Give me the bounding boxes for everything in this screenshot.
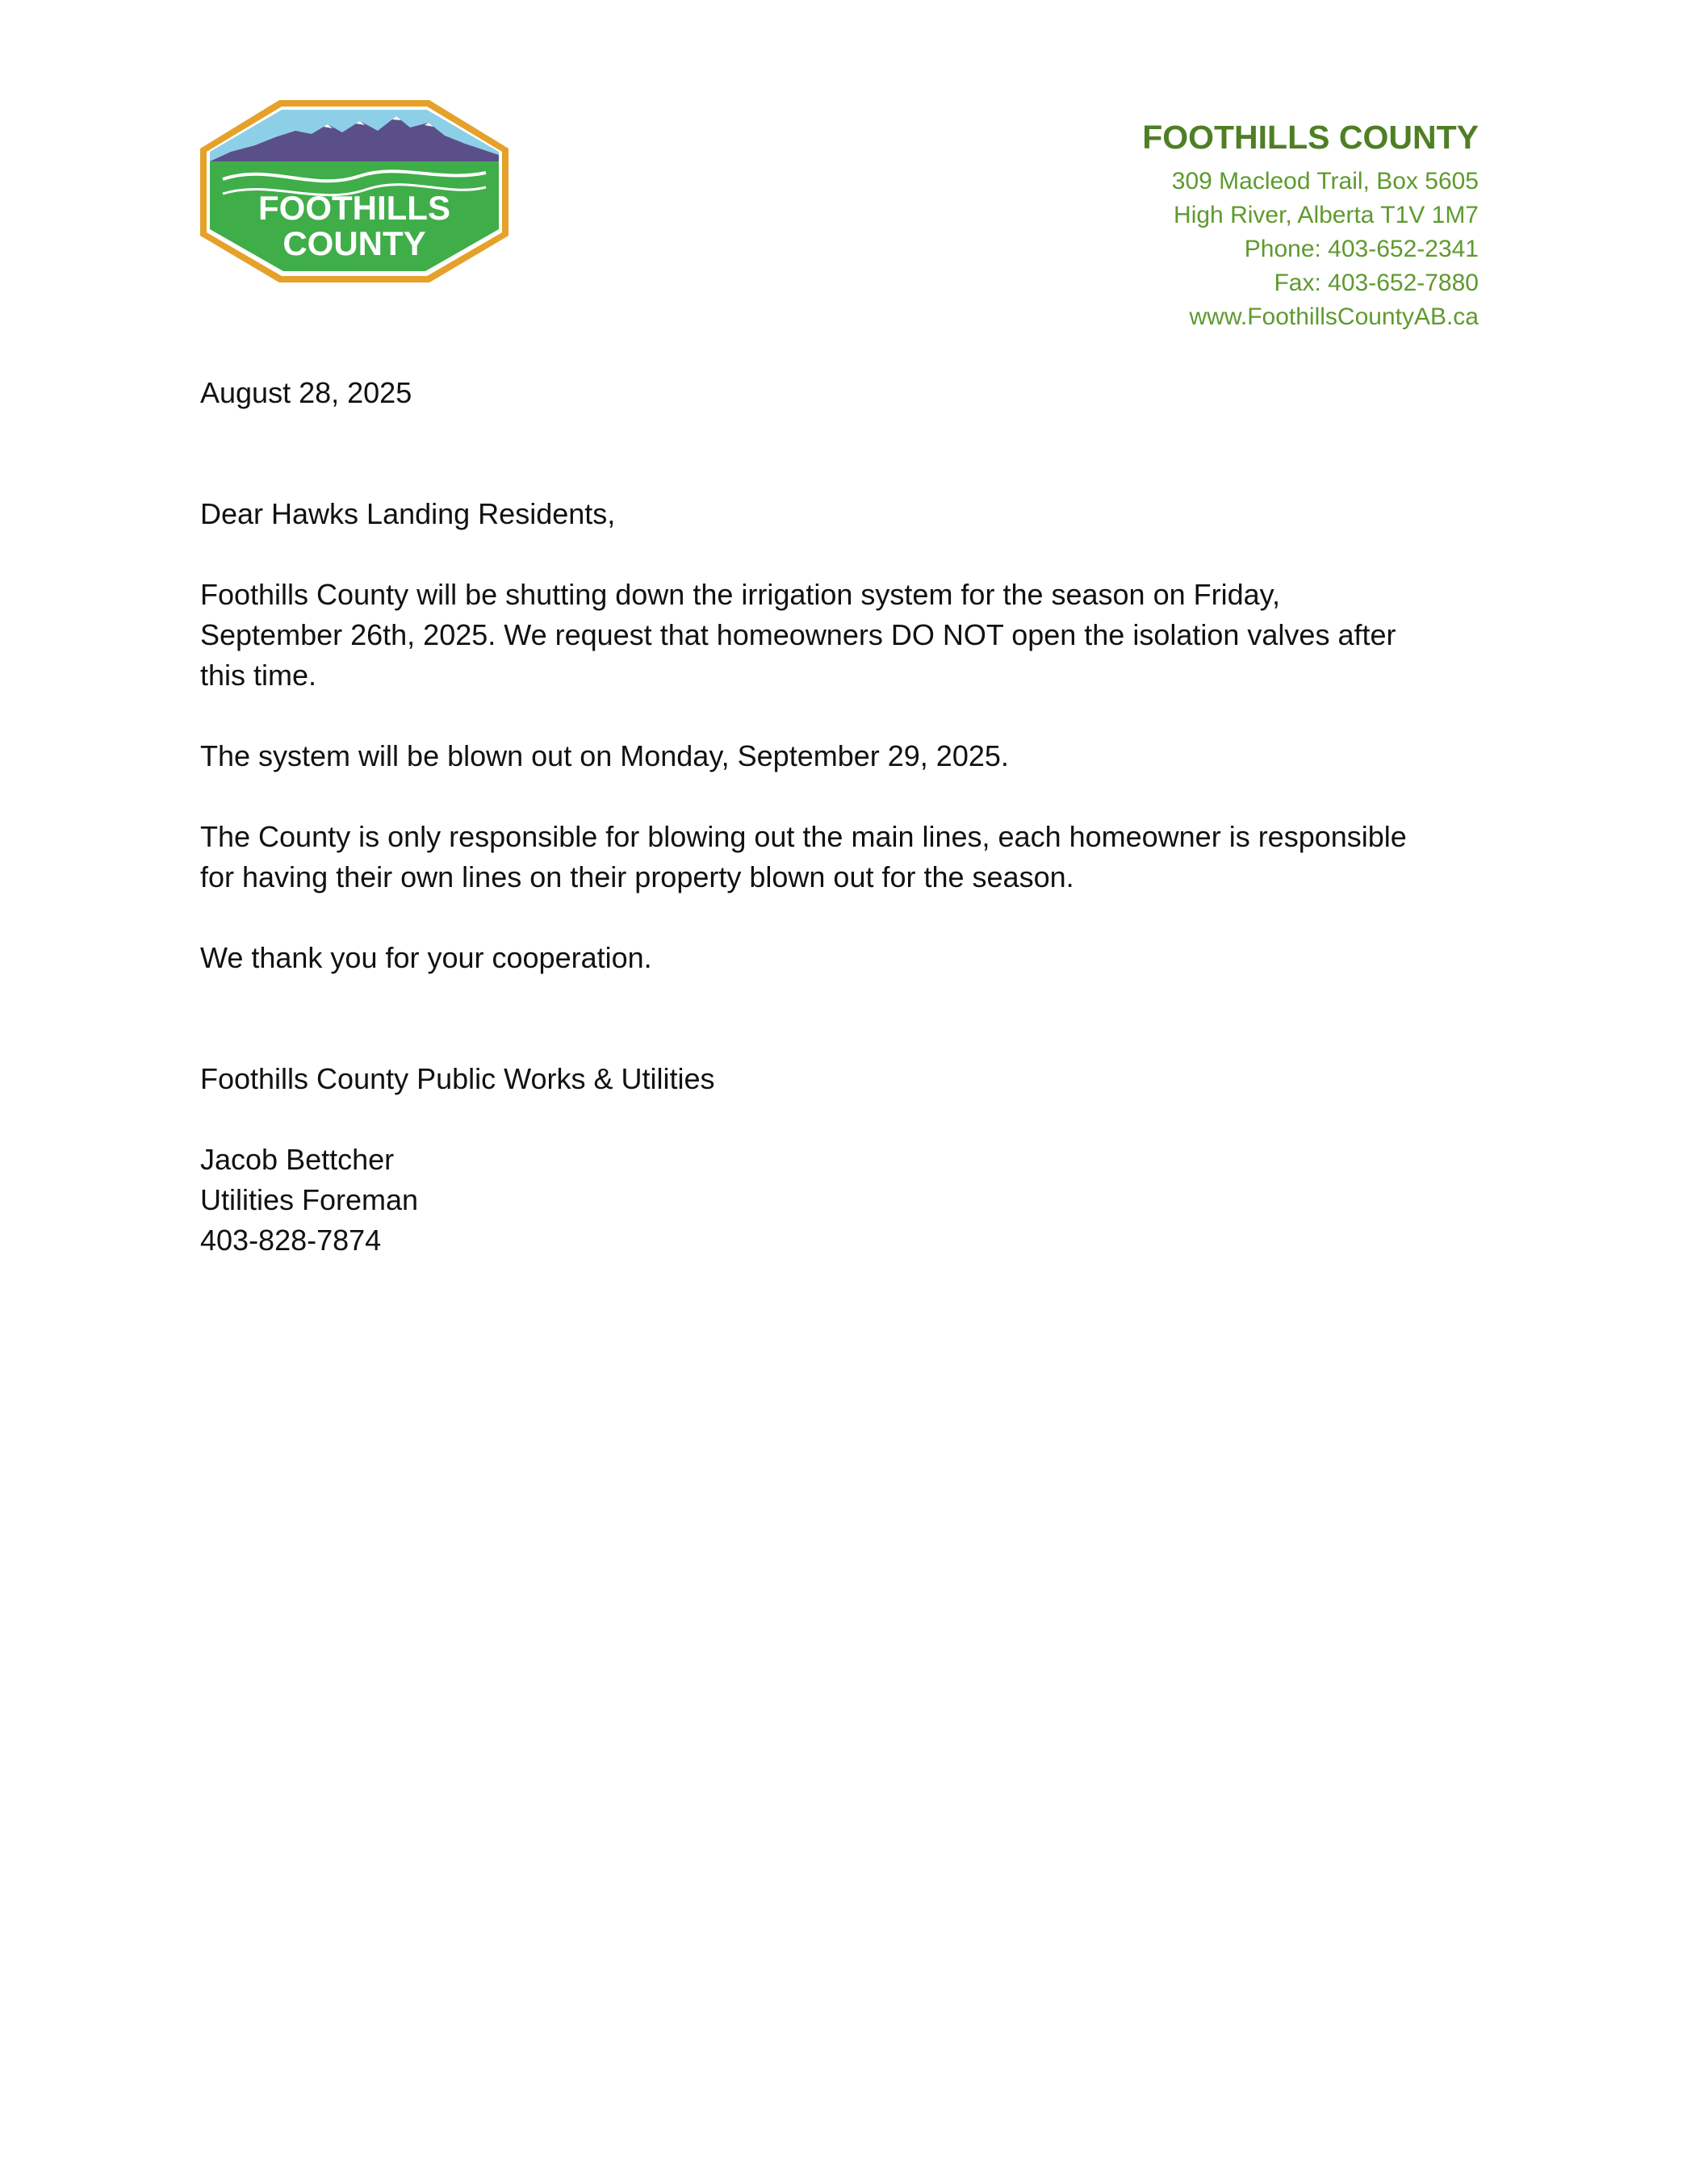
phone-number: Phone: 403-652-2341 (1244, 236, 1479, 262)
logo-text-line2: COUNTY (282, 224, 426, 262)
county-logo (199, 98, 510, 284)
website-link[interactable]: www.FoothillsCountyAB.ca (1189, 303, 1479, 330)
paragraph-line: Foothills County will be shutting down the irrigation system for the season on Friday, (200, 578, 1280, 611)
department-name: Foothills County Public Works & Utilities (200, 1062, 715, 1095)
signer-name: Jacob Bettcher (200, 1143, 395, 1176)
signer-phone: 403-828-7874 (200, 1224, 382, 1257)
paragraph-line: September 26th, 2025. We request that homeowners DO NOT open the isolation valves after (200, 618, 1396, 651)
signature-block (200, 1140, 418, 1261)
fax-number: Fax: 403-652-7880 (1274, 270, 1479, 296)
paragraph-responsibility (200, 817, 1508, 897)
address-line-1: 309 Macleod Trail, Box 5605 (1171, 168, 1479, 195)
organization-name: FOOTHILLS COUNTY (1142, 119, 1479, 156)
letter-date: August 28, 2025 (200, 376, 412, 409)
signer-title: Utilities Foreman (200, 1183, 419, 1216)
paragraph-line: this time. (200, 659, 317, 692)
paragraph-shutdown-notice (200, 575, 1492, 696)
paragraph-blowout-date: The system will be blown out on Monday, September 29, 2025. (200, 739, 1009, 772)
paragraph-line: for having their own lines on their property blown out for the season. (200, 860, 1074, 893)
paragraph-line: The County is only responsible for blowing out the main lines, each homeowner is responsible (200, 820, 1407, 853)
paragraph-thanks: We thank you for your cooperation. (200, 941, 652, 974)
logo-text-line1: FOOTHILLS (258, 189, 450, 227)
address-line-2: High River, Alberta T1V 1M7 (1174, 202, 1479, 228)
logo-graphic (199, 98, 510, 284)
salutation: Dear Hawks Landing Residents, (200, 497, 616, 530)
letterhead (1142, 118, 1479, 334)
